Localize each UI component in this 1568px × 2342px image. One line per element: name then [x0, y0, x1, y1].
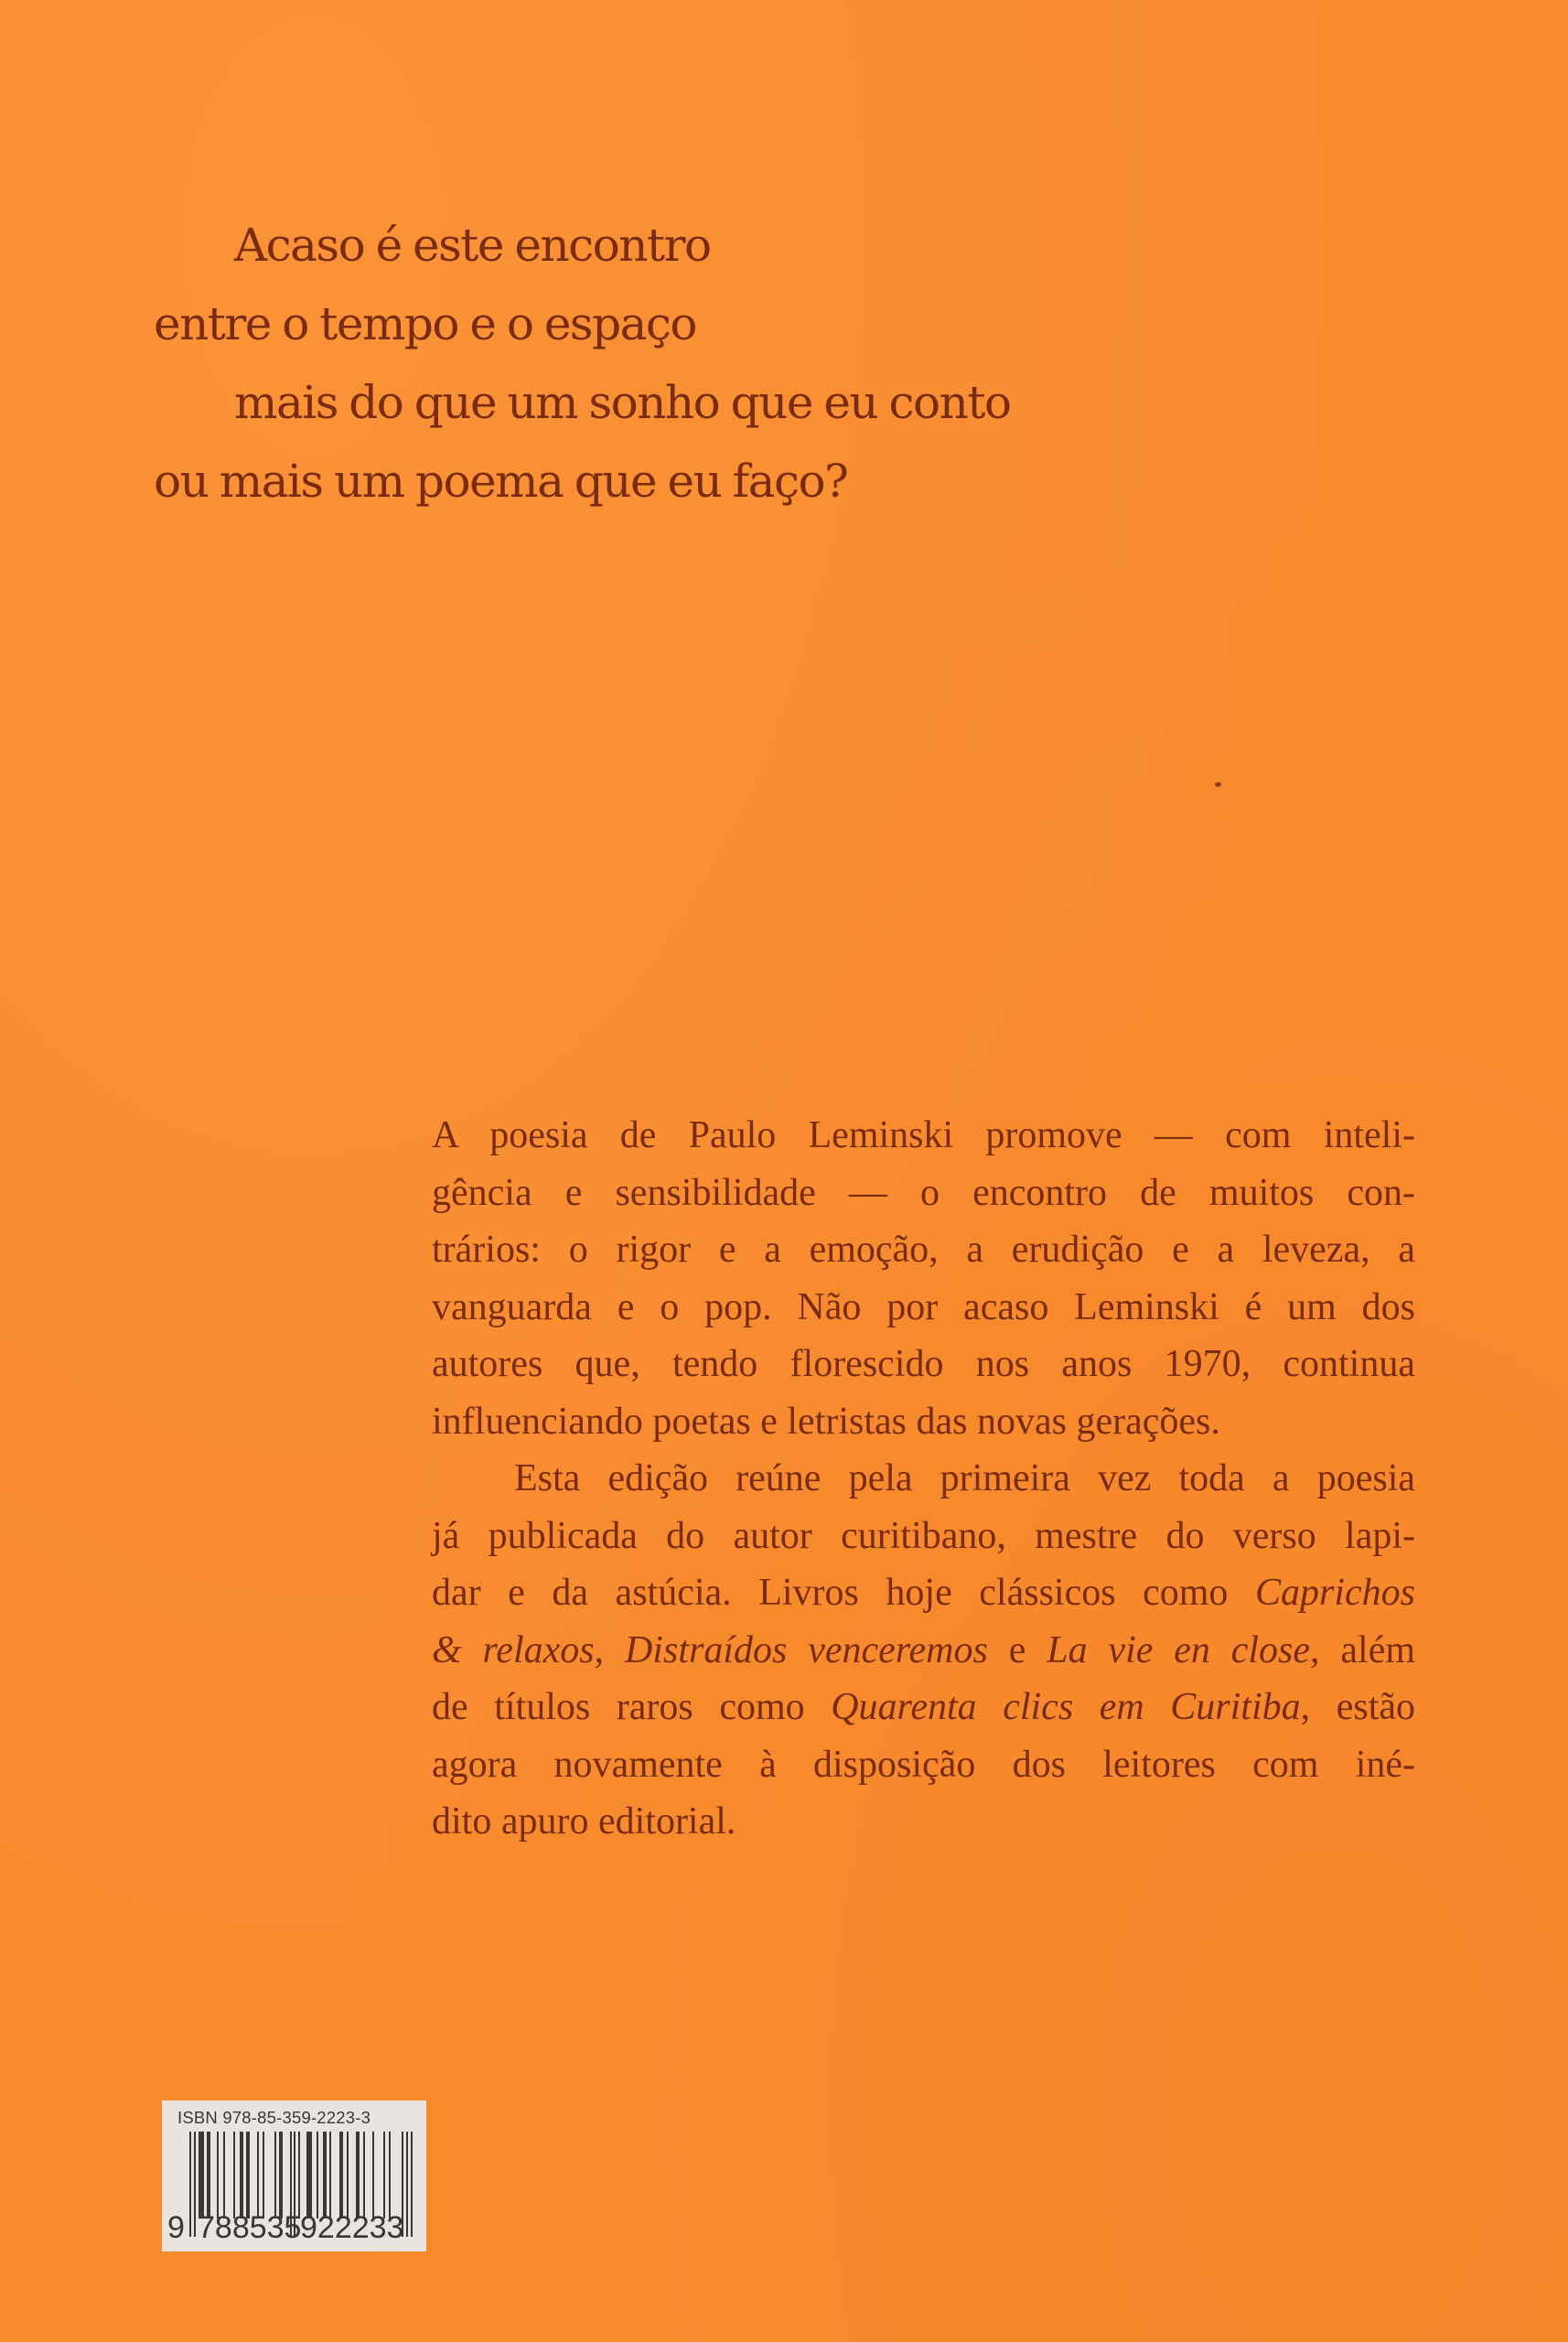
blurb-fragment: ,	[594, 1628, 625, 1671]
book-title-caprichos: Caprichos	[1255, 1572, 1416, 1614]
barcode-left-digits: 788535	[198, 2210, 302, 2245]
blurb-fragment: de títulos raros como	[432, 1686, 832, 1728]
poem-line: entre o tempo e o espaço	[154, 297, 697, 350]
isbn-label: ISBN 978-85-359-2223-3	[177, 2108, 371, 2127]
poem-line: mais do que um sonho que eu conto	[234, 376, 1011, 429]
barcode-lead-digit: 9	[167, 2210, 185, 2245]
blurb-line: Esta edição reúne pela primeira vez toda a poesia	[514, 1457, 1415, 1499]
poem-line: Acaso é este encontro	[234, 219, 711, 272]
book-title-distraidos: Distraídos venceremos	[624, 1628, 988, 1671]
blurb-line: influenciando poetas e letristas das novas gerações.	[432, 1400, 1220, 1443]
barcode-right-digits: 922233	[300, 2210, 404, 2245]
blurb-fragment: , além	[1310, 1628, 1416, 1671]
blurb-fragment: e	[987, 1628, 1047, 1671]
blurb-line: já publicada do autor curitibano, mestre do verso lapi-	[432, 1514, 1415, 1557]
blurb-line: dito apuro editorial.	[432, 1800, 736, 1842]
blurb-line	[432, 1564, 1415, 1622]
isbn-barcode	[162, 2100, 426, 2251]
book-title-la-vie-en-close: La vie en close	[1047, 1628, 1311, 1671]
blurb-fragment: , estão	[1300, 1686, 1416, 1728]
blurb-line	[432, 1622, 1415, 1680]
blurb-line: trários: o rigor e a emoção, a erudição e a leveza, a	[432, 1229, 1415, 1271]
blurb-text	[432, 1107, 1415, 1851]
blurb-line: gência e sensibilidade — o encontro de muitos con-	[432, 1171, 1415, 1214]
print-speck	[1215, 782, 1221, 787]
blurb-line: agora novamente à disposição dos leitores com iné-	[432, 1743, 1415, 1786]
epigraph-poem	[154, 206, 1011, 521]
blurb-line	[432, 1679, 1415, 1736]
book-title-quarenta-clics: Quarenta clics em Curitiba	[831, 1686, 1301, 1728]
blurb-line: autores que, tendo florescido nos anos 1970, continua	[432, 1343, 1415, 1385]
blurb-line: A poesia de Paulo Leminski promove — com inteli-	[432, 1114, 1415, 1156]
blurb-line: vanguarda e o pop. Não por acaso Leminski é um dos	[432, 1285, 1415, 1328]
poem-line: ou mais um poema que eu faço?	[154, 455, 848, 508]
blurb-fragment: dar e da astúcia. Livros hoje clássicos como	[432, 1572, 1229, 1614]
book-title-relaxos: & relaxos	[432, 1628, 595, 1671]
